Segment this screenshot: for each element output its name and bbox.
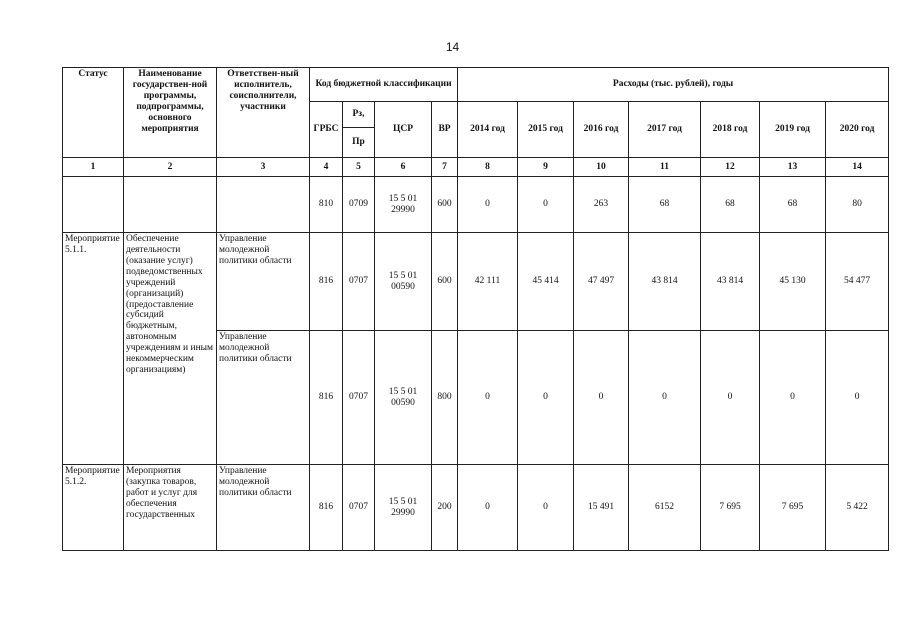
responsible-cell: Управление молодежной политики области (217, 465, 310, 551)
column-number: 10 (574, 158, 629, 177)
column-number: 11 (629, 158, 701, 177)
header-year-2020: 2020 год (826, 102, 889, 158)
name-cell (124, 177, 217, 233)
csr-cell: 15 5 01 29990 (375, 177, 432, 233)
value-2020: 5 422 (826, 465, 889, 551)
header-vr: ВР (432, 102, 458, 158)
value-2020: 80 (826, 177, 889, 233)
column-number: 2 (124, 158, 217, 177)
column-number: 9 (518, 158, 574, 177)
header-year-2016: 2016 год (574, 102, 629, 158)
header-year-2015: 2015 год (518, 102, 574, 158)
grbs-cell: 816 (310, 331, 343, 465)
value-2020: 0 (826, 331, 889, 465)
name-cell: Обеспечение деятельности (оказание услуг) подведомственных учреждений (организаций) (предоставление субсидий бюджетным, автономным учреждениям и иным некоммерческим организациям) (124, 233, 217, 465)
value-2020: 54 477 (826, 233, 889, 331)
column-number: 5 (343, 158, 375, 177)
name-cell: Мероприятия (закупка товаров, работ и услуг для обеспечения государственных (124, 465, 217, 551)
value-2015: 0 (518, 465, 574, 551)
value-2019: 7 695 (760, 465, 826, 551)
value-2019: 45 130 (760, 233, 826, 331)
table-row (63, 233, 889, 331)
vr-cell: 600 (432, 233, 458, 331)
status-cell: Мероприятие 5.1.1. (63, 233, 124, 465)
value-2016: 0 (574, 331, 629, 465)
budget-table (62, 67, 889, 551)
status-cell (63, 177, 124, 233)
column-number: 8 (458, 158, 518, 177)
rzpr-cell: 0709 (343, 177, 375, 233)
value-2017: 43 814 (629, 233, 701, 331)
table-row (63, 177, 889, 233)
value-2017: 68 (629, 177, 701, 233)
grbs-cell: 816 (310, 465, 343, 551)
responsible-cell: Управление молодежной политики области (217, 331, 310, 465)
column-number: 7 (432, 158, 458, 177)
vr-cell: 600 (432, 177, 458, 233)
header-expenses: Расходы (тыс. рублей), годы (458, 68, 889, 102)
value-2017: 6152 (629, 465, 701, 551)
responsible-cell: Управление молодежной политики области (217, 233, 310, 331)
value-2014: 0 (458, 177, 518, 233)
value-2016: 263 (574, 177, 629, 233)
header-responsible: Ответствен-ный исполнитель, соисполнители, участники (217, 68, 310, 158)
header-year-2018: 2018 год (701, 102, 760, 158)
value-2015: 45 414 (518, 233, 574, 331)
value-2017: 0 (629, 331, 701, 465)
value-2018: 0 (701, 331, 760, 465)
csr-cell: 15 5 01 29990 (375, 465, 432, 551)
value-2015: 0 (518, 177, 574, 233)
value-2019: 68 (760, 177, 826, 233)
column-number: 1 (63, 158, 124, 177)
header-pr: Пр (343, 128, 375, 158)
column-number: 6 (375, 158, 432, 177)
column-number: 3 (217, 158, 310, 177)
page-number: 14 (445, 40, 460, 54)
value-2016: 47 497 (574, 233, 629, 331)
vr-cell: 800 (432, 331, 458, 465)
value-2018: 7 695 (701, 465, 760, 551)
status-cell: Мероприятие 5.1.2. (63, 465, 124, 551)
rzpr-cell: 0707 (343, 233, 375, 331)
csr-cell: 15 5 01 00590 (375, 233, 432, 331)
header-year-2017: 2017 год (629, 102, 701, 158)
column-number: 14 (826, 158, 889, 177)
column-number: 13 (760, 158, 826, 177)
header-csr: ЦСР (375, 102, 432, 158)
rzpr-cell: 0707 (343, 331, 375, 465)
csr-cell: 15 5 01 00590 (375, 331, 432, 465)
value-2014: 42 111 (458, 233, 518, 331)
grbs-cell: 810 (310, 177, 343, 233)
header-grbs: ГРБС (310, 102, 343, 158)
value-2019: 0 (760, 331, 826, 465)
column-number: 4 (310, 158, 343, 177)
grbs-cell: 816 (310, 233, 343, 331)
value-2014: 0 (458, 331, 518, 465)
column-number-row (63, 158, 889, 177)
header-status: Статус (63, 68, 124, 158)
responsible-cell (217, 177, 310, 233)
value-2014: 0 (458, 465, 518, 551)
header-name: Наименование государствен-ной программы, подпрограммы, основного мероприятия (124, 68, 217, 158)
header-year-2019: 2019 год (760, 102, 826, 158)
header-year-2014: 2014 год (458, 102, 518, 158)
value-2018: 43 814 (701, 233, 760, 331)
rzpr-cell: 0707 (343, 465, 375, 551)
value-2015: 0 (518, 331, 574, 465)
value-2018: 68 (701, 177, 760, 233)
value-2016: 15 491 (574, 465, 629, 551)
table-row (63, 465, 889, 551)
header-budget-code: Код бюджетной классификации (310, 68, 458, 102)
vr-cell: 200 (432, 465, 458, 551)
header-rz: Рз, (343, 102, 375, 128)
column-number: 12 (701, 158, 760, 177)
